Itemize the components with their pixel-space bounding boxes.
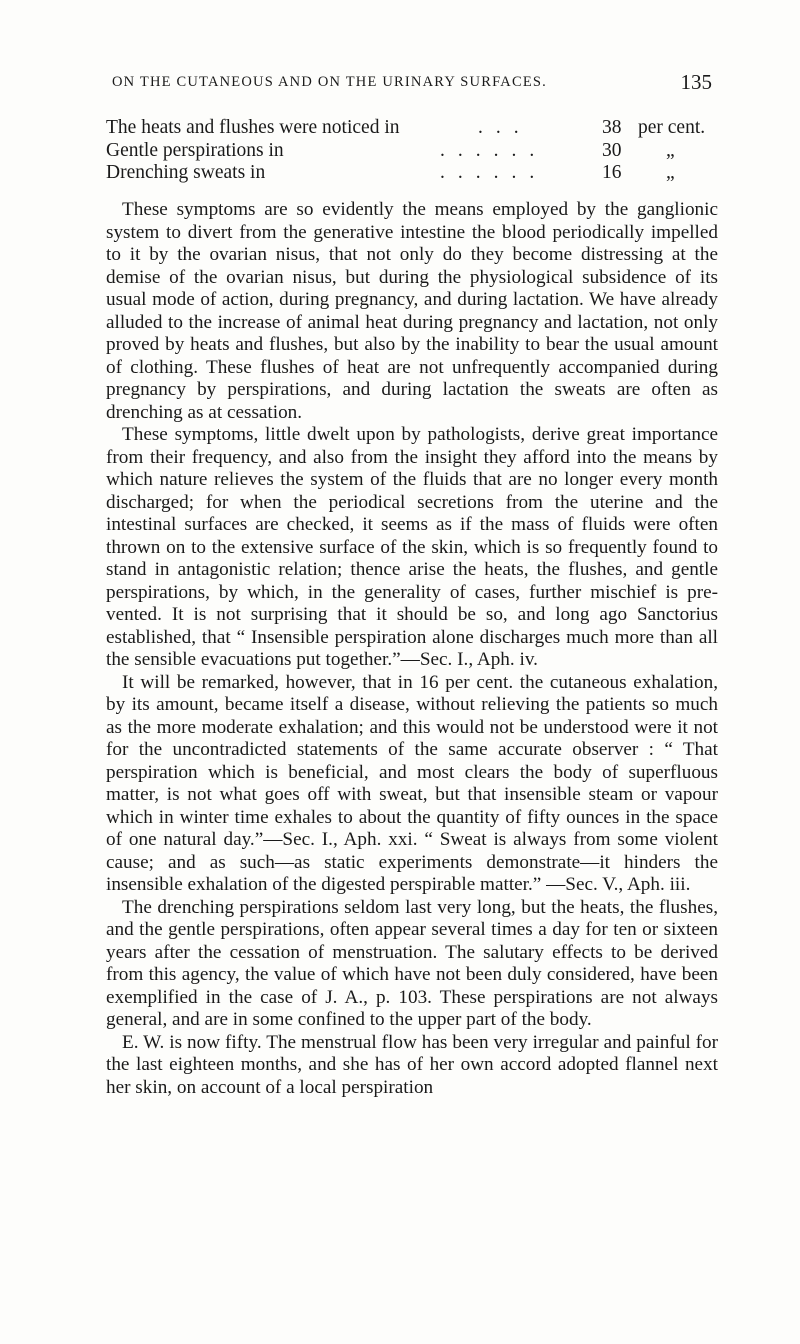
stat-value: 38 (602, 117, 622, 138)
stat-unit: per cent. (638, 117, 706, 138)
running-title: ON THE CUTANEOUS AND ON THE URINARY SURFACES. (112, 74, 547, 90)
paragraph: These symptoms, little dwelt upon by pathologists, derive great importance from their frequency, and also from the insight they afford into the means by which nature relieves the system of the fluids that are no longer every month discharged; for when the periodical secretions from the uterine and the intestinal surfaces are checked, it seems as if the mass of fluids were often thrown on to the extensive surface of the skin, which is so frequently found to stand in antagonistic relation; thence arise the heats, the flushes, and gentle perspirations, by which, in the generality of cases, further mischief is prevented. It is not surprising that it should be so, and long ago Sanctorius established, that “ Insensible perspiration alone discharges much more than all the sensible evacuations put together.”—Sec. I., Aph. iv. (106, 424, 718, 670)
stat-row (106, 140, 716, 163)
stat-row (106, 162, 716, 185)
paragraph: These symptoms are so evidently the means employed by the ganglionic system to divert from the generative intestine the blood periodically impelled to it by the ovarian nisus, that not only do they become distressing at the demise of the ovarian nisus, but during the physiological subsidence of its usual mode of action, during pregnancy, and during lactation. We have already alluded to the increase of animal heat during pregnancy and lactation, not only proved by heats and flushes, but also by the inability to bear the usual amount of clothing. These flushes of heat are not unfrequently accompanied during pregnancy by perspirations, and during lactation the sweats are often as drenching as at cessation. (106, 199, 718, 423)
stat-unit: „ (666, 162, 675, 183)
stat-label: Drenching sweats in (106, 162, 266, 183)
stat-value: 16 (602, 162, 622, 183)
stat-value: 30 (602, 139, 622, 161)
page-number: 135 (680, 70, 712, 94)
stat-row (106, 117, 716, 140)
paragraph: It will be remarked, however, that in 16 per cent. the cutaneous exhalation, by its amount, became itself a disease, without relieving the patients so much as the more moderate exhalation; and this would not be understood were it not for the uncontradicted statements of the same accurate observer : “ That perspiration which is beneficial, and most clears the body of superfluous matter, is not what goes off with sweat, but that insensible steam or vapour which in winter time exhales to about the quantity of fifty ounces in the space of one natural day.”—Sec. I., Aph. xxi. “ Sweat is always from some violent cause; and as such—as static experiments demonstrate—it hinders the insensible exhalation of the digested perspirable matter.” —Sec. V., Aph. iii. (106, 671, 718, 895)
stat-unit: „ (666, 139, 675, 161)
body-text (106, 199, 718, 1099)
paragraph: E. W. is now fifty. The menstrual flow has been very irregular and painful for the last eighteen months, and she has of her own accord adopted flannel next her skin, on account of a local perspiration (106, 1031, 718, 1098)
running-head (112, 70, 712, 98)
paragraph: The drenching perspirations seldom last very long, but the heats, the flushes, and the gentle perspirations, often appear several times a day for ten or sixteen years after the cessation of menstruation. The salutary effects to be derived from this agency, the value of which have not been duly considered, have been exemplified in the case of J. A., p. 103. These perspirations are not always general, and are in some confined to the upper part of the body. (106, 896, 718, 1030)
stat-label: The heats and flushes were noticed in (106, 117, 400, 138)
stat-leader-dots: ...... (440, 139, 548, 161)
statistics-table (106, 117, 716, 185)
stat-leader-dots: ... (478, 117, 532, 138)
stat-leader-dots: ...... (440, 162, 548, 183)
stat-label: Gentle perspirations in (106, 139, 284, 161)
